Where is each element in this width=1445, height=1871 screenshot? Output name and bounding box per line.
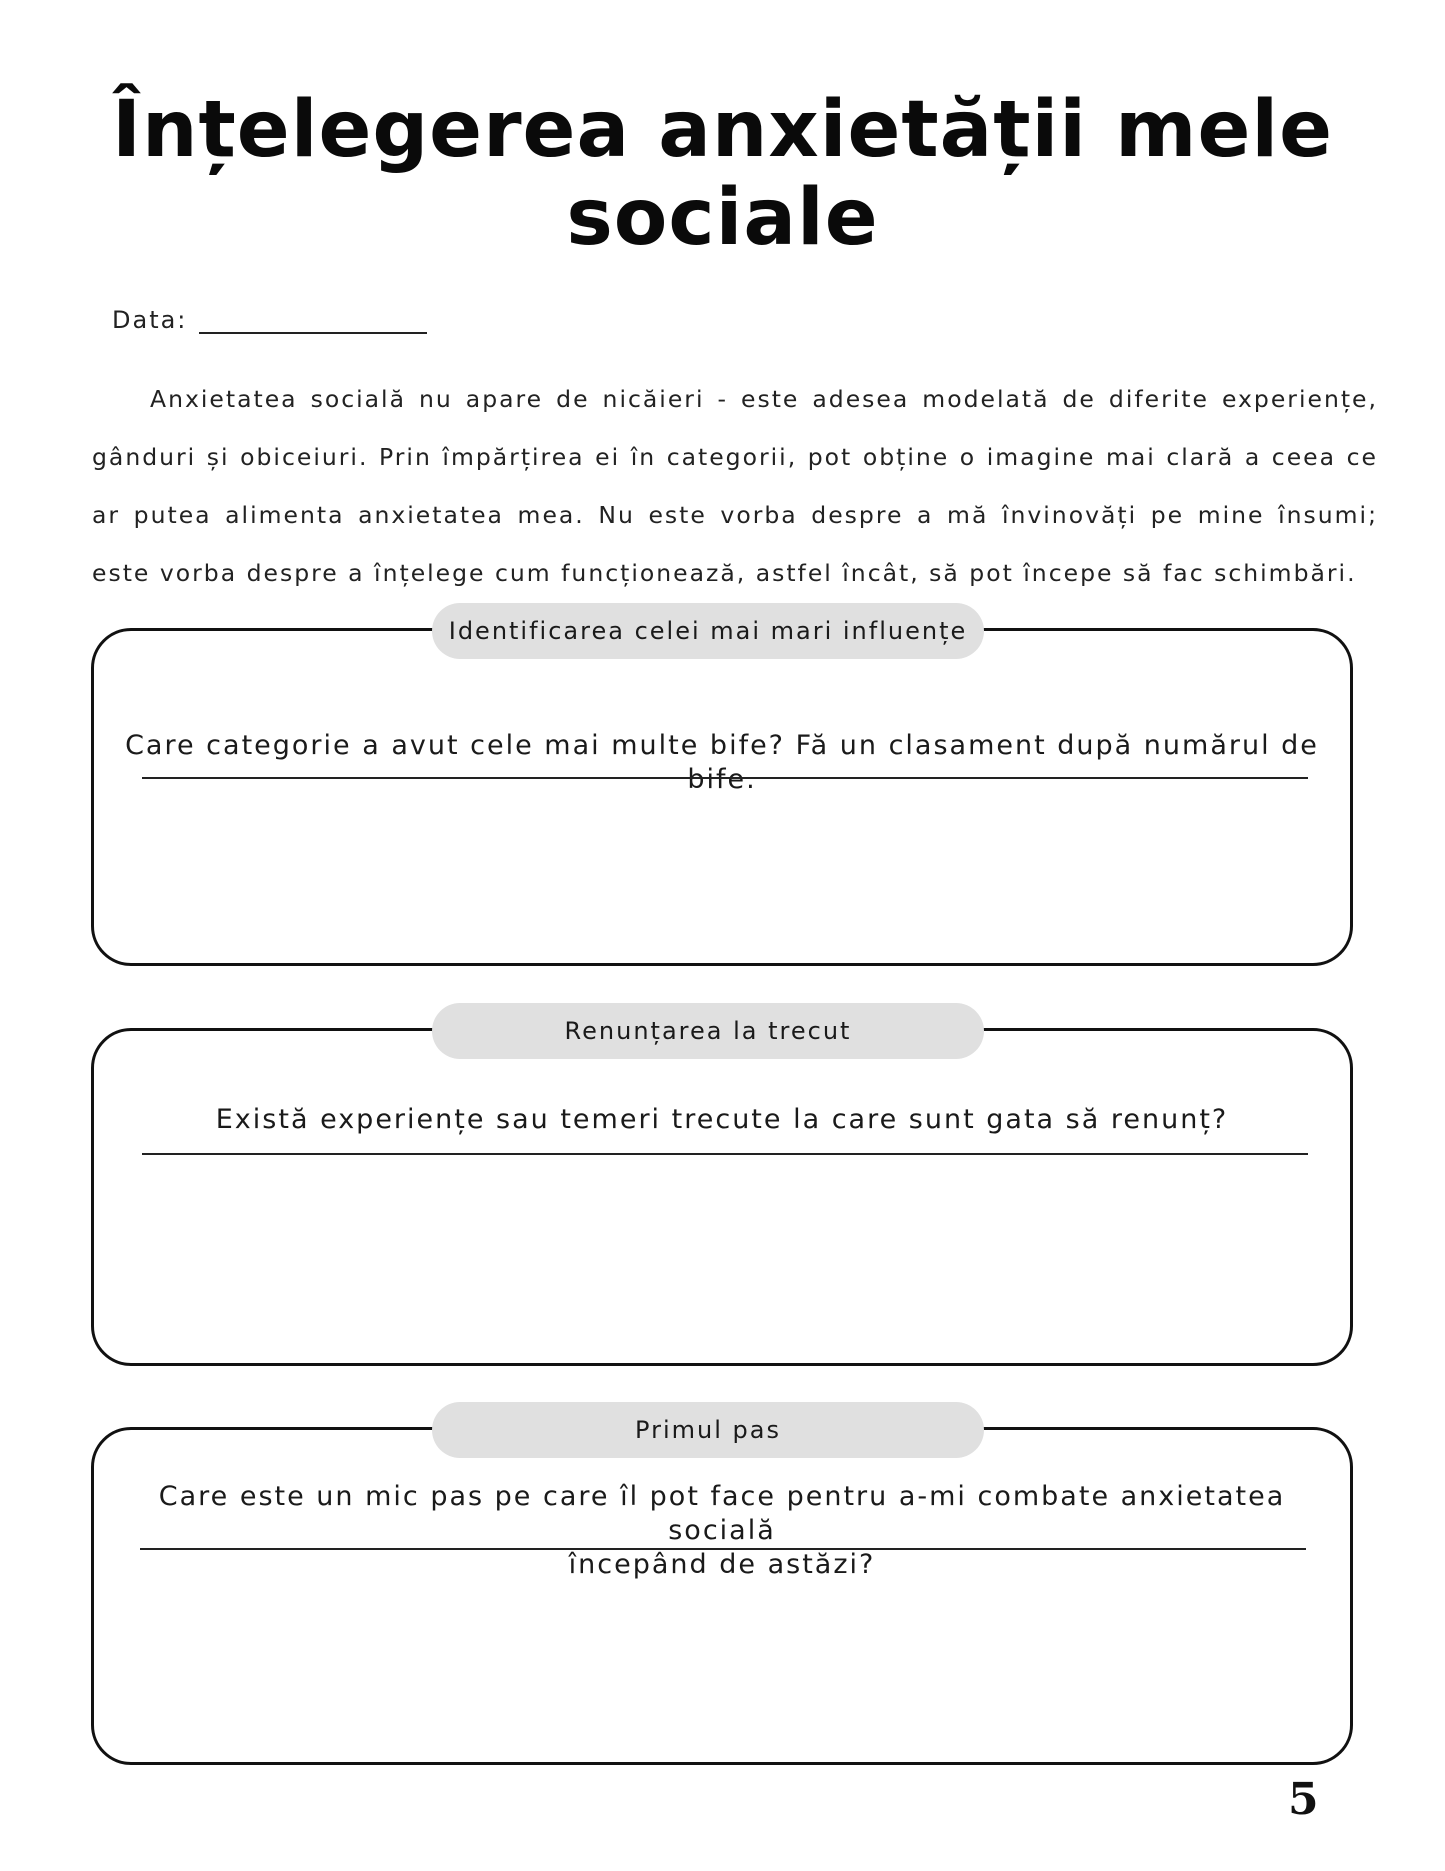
section-tag: Renunțarea la trecut	[432, 1003, 984, 1059]
answer-line[interactable]	[142, 1153, 1308, 1155]
section-card-influence	[91, 617, 1353, 966]
date-field	[112, 306, 427, 334]
date-label: Data:	[112, 306, 188, 334]
page-title	[0, 86, 1445, 262]
section-question: Care categorie a avut cele mai multe bife? Fă un clasament după numărul de bife.	[125, 730, 1319, 795]
section-question	[124, 1480, 1320, 1582]
section-question-line1: Care este un mic pas pe care îl pot face pentru a-mi combate anxietatea socială	[158, 1481, 1286, 1546]
page-title-line2: sociale	[566, 173, 879, 263]
section-question-line2: începând de astăzi?	[568, 1549, 876, 1580]
section-question: Există experiențe sau temeri trecute la care sunt gata să renunț?	[215, 1104, 1229, 1135]
date-blank-line[interactable]	[199, 332, 427, 334]
answer-line[interactable]	[142, 777, 1308, 779]
section-tag: Primul pas	[432, 1402, 984, 1458]
page-title-line1: Înțelegerea anxietății mele	[111, 85, 1334, 175]
answer-line[interactable]	[140, 1548, 1306, 1550]
section-tag: Identificarea celei mai mari influențe	[432, 603, 984, 659]
intro-paragraph: Anxietatea socială nu apare de nicăieri - este adesea modelată de diferite experiențe, gânduri și obiceiuri. Prin împărțirea ei în categorii, pot obține o imagine mai clară a ceea ce ar putea alimenta anxietatea mea. Nu este vorba despre a mă învinovăți pe mine însumi; este vorba despre a înțelege cum funcționează, astfel încât, să pot începe să fac schimbări.	[92, 385, 1378, 587]
page-number: 5	[1288, 1774, 1319, 1825]
section-card-first-step	[91, 1416, 1353, 1765]
section-card-past	[91, 1017, 1353, 1366]
